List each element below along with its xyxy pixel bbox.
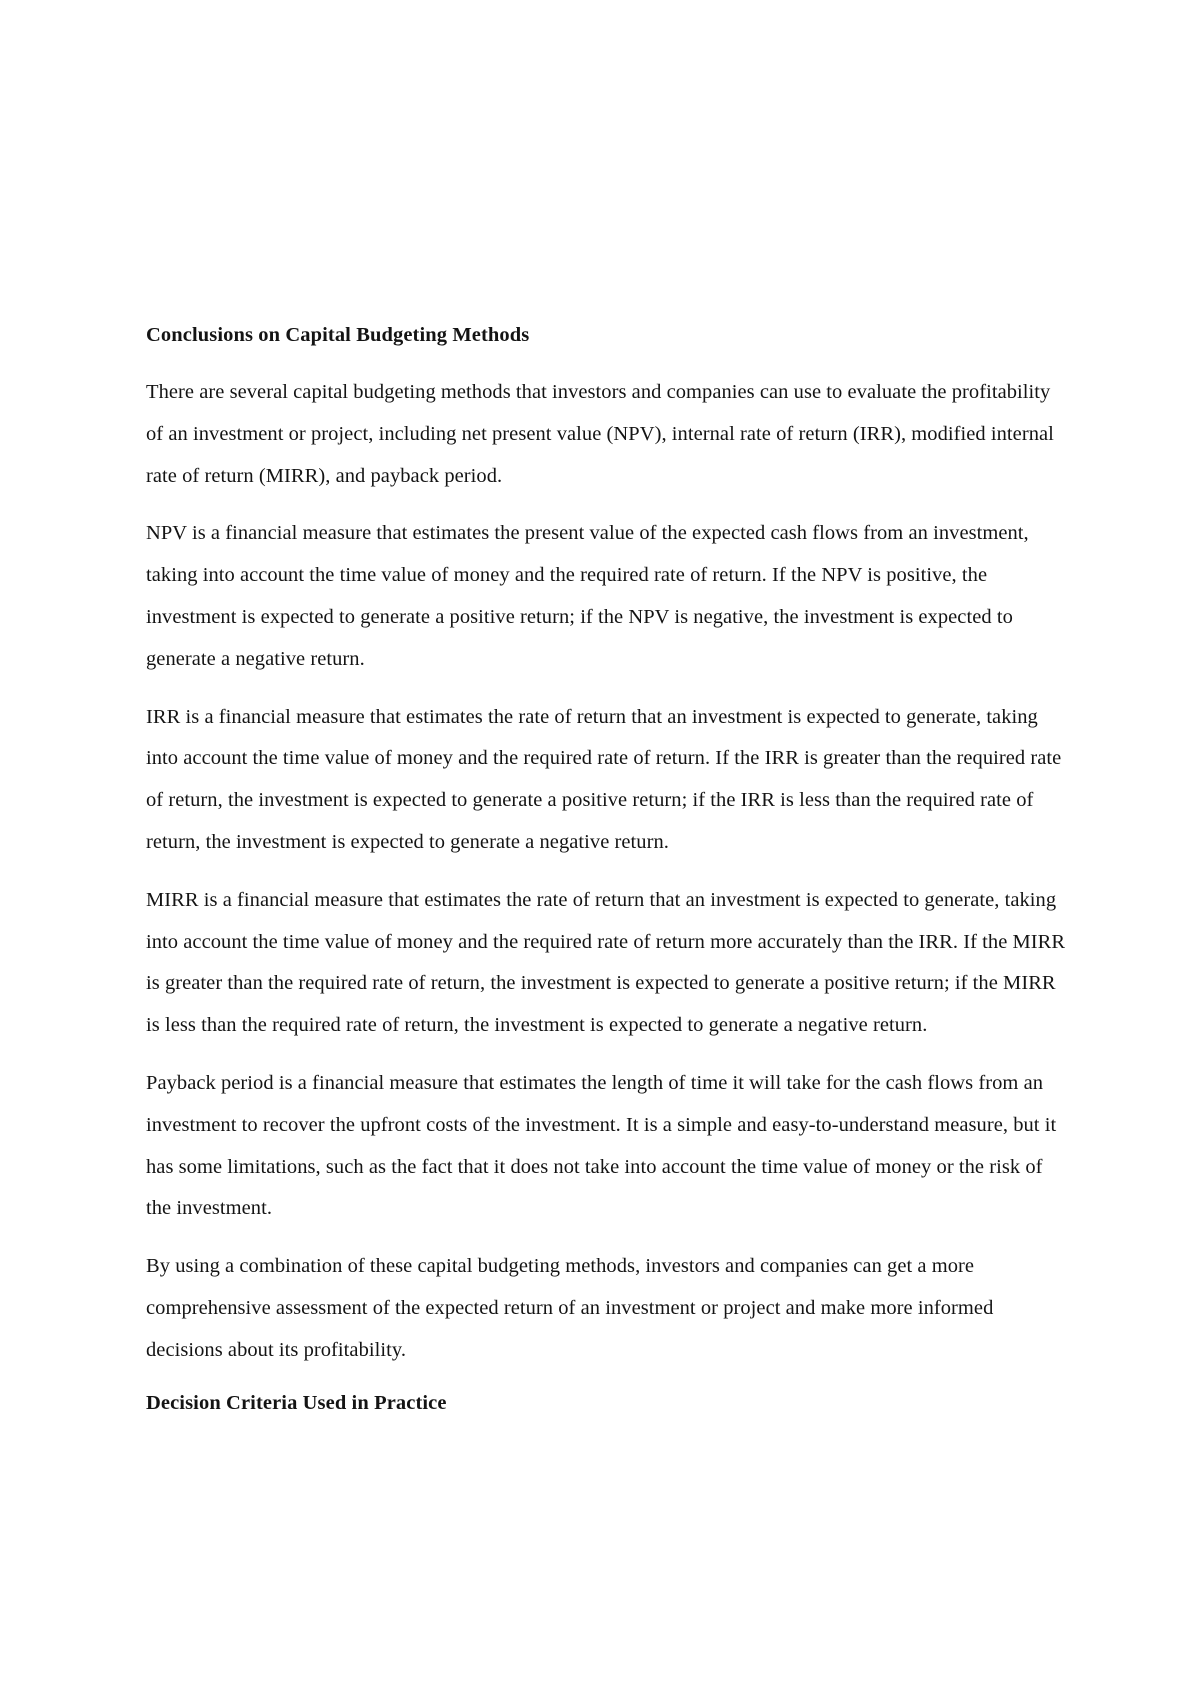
paragraph-combination: By using a combination of these capital budgeting methods, investors and companies can get a more comprehensive assessment of the expected return of an investment or project and make more informed decisions about its profitability. — [146, 1255, 994, 1361]
section-heading-conclusions: Conclusions on Capital Budgeting Methods — [146, 324, 530, 346]
paragraph-payback: Payback period is a financial measure that estimates the length of time it will take for the cash flows from an investment to recover the upfront costs of the investment. It is a simple and easy-to-understand measure, but it has some limitations, such as the fact that it does not take into account the time value of money or the risk of the investment. — [146, 1071, 1057, 1220]
paragraph-mirr: MIRR is a financial measure that estimates the rate of return that an investment is expected to generate, taking into account the time value of money and the required rate of return more accurately than the IRR. If the MIRR is greater than the required rate of return, the investment is expected to generate a positive return; if the MIRR is less than the required rate of return, the investment is expected to generate a negative return. — [146, 888, 1066, 1037]
paragraph-methods-overview: There are several capital budgeting methods that investors and companies can use to evaluate the profitability of an investment or project, including net present value (NPV), internal rate of return (IRR), modified internal rate of return (MIRR), and payback period. — [146, 381, 1054, 487]
paragraph-irr: IRR is a financial measure that estimates the rate of return that an investment is expected to generate, taking into account the time value of money and the required rate of return. If the IRR is greater than the required rate of return, the investment is expected to generate a positive return; if the IRR is less than the required rate of return, the investment is expected to generate a negative return. — [146, 705, 1062, 853]
document-body — [146, 320, 1066, 1440]
section-heading-decision-criteria: Decision Criteria Used in Practice — [146, 1391, 447, 1414]
paragraph-npv: NPV is a financial measure that estimates the present value of the expected cash flows from an investment, taking into account the time value of money and the required rate of return. If the NPV is positive, the investment is expected to generate a positive return; if the NPV is negative, the investment is expected to generate a negative return. — [146, 522, 1029, 670]
